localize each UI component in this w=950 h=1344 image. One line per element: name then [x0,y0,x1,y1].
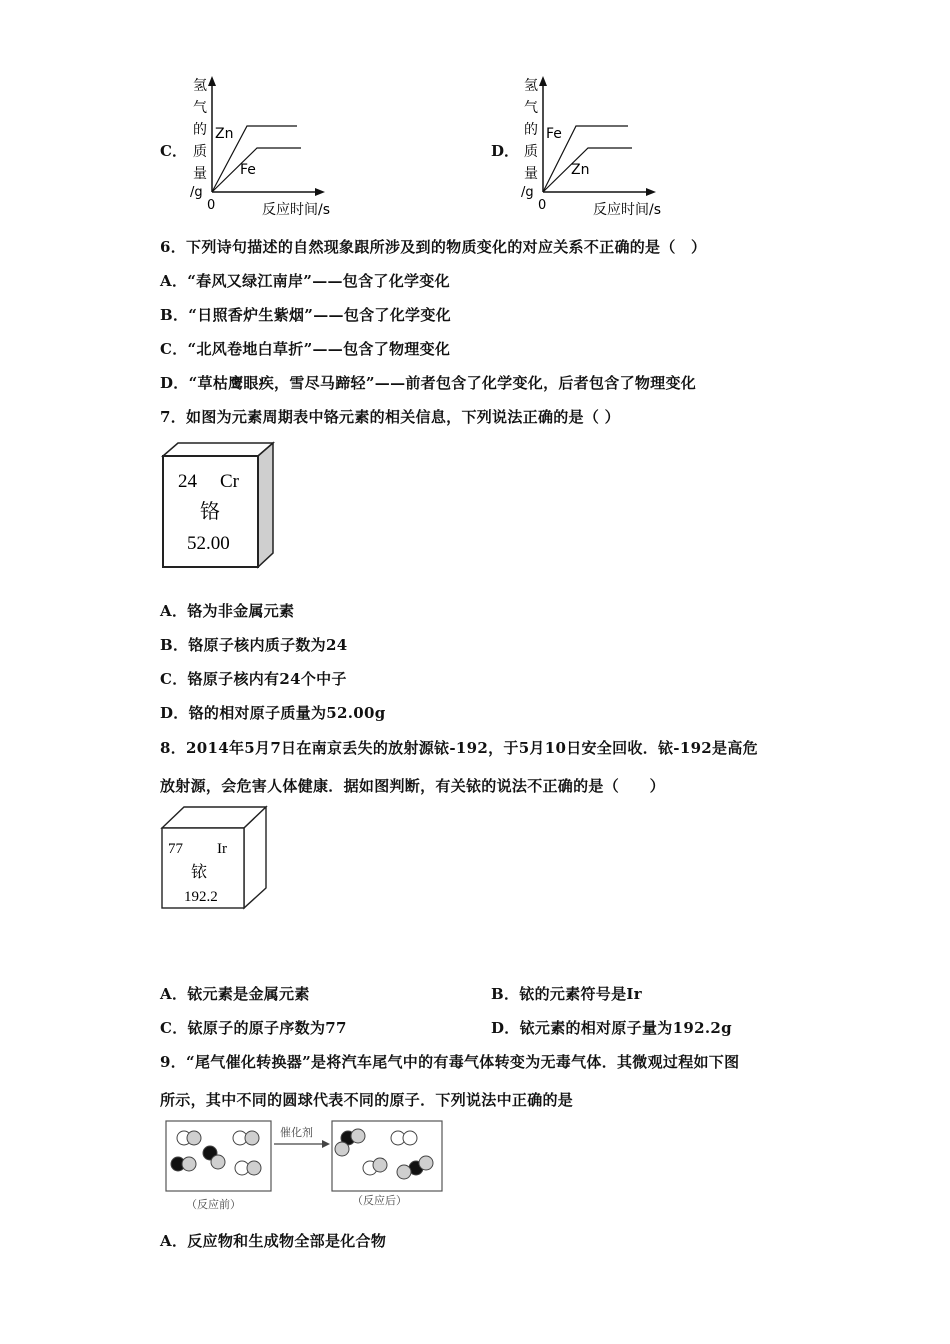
q6-option-b[interactable]: B．“日照香炉生紫烟”——包含了化学变化 [160,306,451,324]
q6-stem: 6．下列诗句描述的自然现象跟所涉及到的物质变化的对应关系不正确的是（ ） [160,238,707,256]
atomic-mass: 52.00 [187,533,230,554]
ylabel-char-1: 氢 [524,78,538,94]
ylabel-char-1: 氢 [193,78,207,94]
element-name: 铱 [191,864,208,881]
q6-option-c[interactable]: C．“北风卷地白草折”——包含了物理变化 [160,340,451,358]
q8-option-d[interactable]: D．铱元素的相对原子量为192.2g [491,1019,732,1037]
q5-option-d-label: D． [491,142,520,160]
q5-option-d-graph [516,72,681,222]
q7-option-b[interactable]: B．铬原子核内质子数为24 [160,636,348,654]
x-axis-label: 反应时间/s [262,202,331,218]
ylabel-char-5: 量 [193,166,207,182]
q9-option-a[interactable]: A．反应物和生成物全部是化合物 [160,1232,387,1250]
q8-option-a[interactable]: A．铱元素是金属元素 [160,985,310,1003]
ylabel-char-5: 量 [524,166,538,182]
after-caption: （反应后） [352,1194,407,1207]
q7-option-a[interactable]: A．铬为非金属元素 [160,602,295,620]
ylabel-char-2: 气 [524,100,538,116]
element-name: 铬 [200,501,220,523]
before-caption: （反应前） [186,1198,241,1211]
ylabel-char-2: 气 [193,100,207,116]
q8-iridium-element-tile [160,804,270,912]
bottom-line-label: Fe [240,162,256,178]
q8-option-b[interactable]: B．铱的元素符号是Ir [491,985,642,1003]
q8-stem-line1: 8．2014年5月7日在南京丢失的放射源铱-192，于5月10日安全回收．铱-192是高危 [160,739,758,757]
q5-option-c-label: C． [160,142,187,160]
catalyst-label: 催化剂 [280,1126,313,1139]
origin-label: 0 [207,198,216,213]
ylabel-char-4: 质 [524,144,538,160]
element-symbol: Ir [217,841,227,857]
atomic-number: 24 [178,471,197,492]
q9-reaction-diagram [162,1116,452,1216]
atomic-number: 77 [168,841,183,857]
x-axis-label: 反应时间/s [593,202,662,218]
ylabel-char-4: 质 [193,144,207,160]
y-unit: /g [521,185,534,200]
q8-stem-line2: 放射源，会危害人体健康．据如图判断，有关铱的说法不正确的是（ ） [160,777,665,795]
origin-label: 0 [538,198,547,213]
y-unit: /g [190,185,203,200]
q7-stem: 7．如图为元素周期表中铬元素的相关信息，下列说法正确的是（ ） [160,408,620,426]
ylabel-char-3: 的 [524,122,538,138]
q7-option-c[interactable]: C．铬原子核内有24个中子 [160,670,347,688]
top-line-label: Fe [546,126,562,142]
q8-option-c[interactable]: C．铱原子的原子序数为77 [160,1019,347,1037]
q6-option-d[interactable]: D．“草枯鹰眼疾，雪尽马蹄轻”——前者包含了化学变化，后者包含了物理变化 [160,374,697,392]
ylabel-char-3: 的 [193,122,207,138]
top-line-label: Zn [215,126,234,142]
q6-option-a[interactable]: A．“春风又绿江南岸”——包含了化学变化 [160,272,450,290]
element-symbol: Cr [220,471,239,492]
q9-stem-line2: 所示，其中不同的圆球代表不同的原子．下列说法中正确的是 [160,1091,574,1109]
atomic-mass: 192.2 [184,889,218,905]
bottom-line-label: Zn [571,162,590,178]
q9-stem-line1: 9．“尾气催化转换器”是将汽车尾气中的有毒气体转变为无毒气体．其微观过程如下图 [160,1053,740,1071]
q5-option-c-graph [185,72,350,222]
q7-chromium-element-tile [160,440,276,572]
q7-option-d[interactable]: D．铬的相对原子质量为52.00g [160,704,386,722]
